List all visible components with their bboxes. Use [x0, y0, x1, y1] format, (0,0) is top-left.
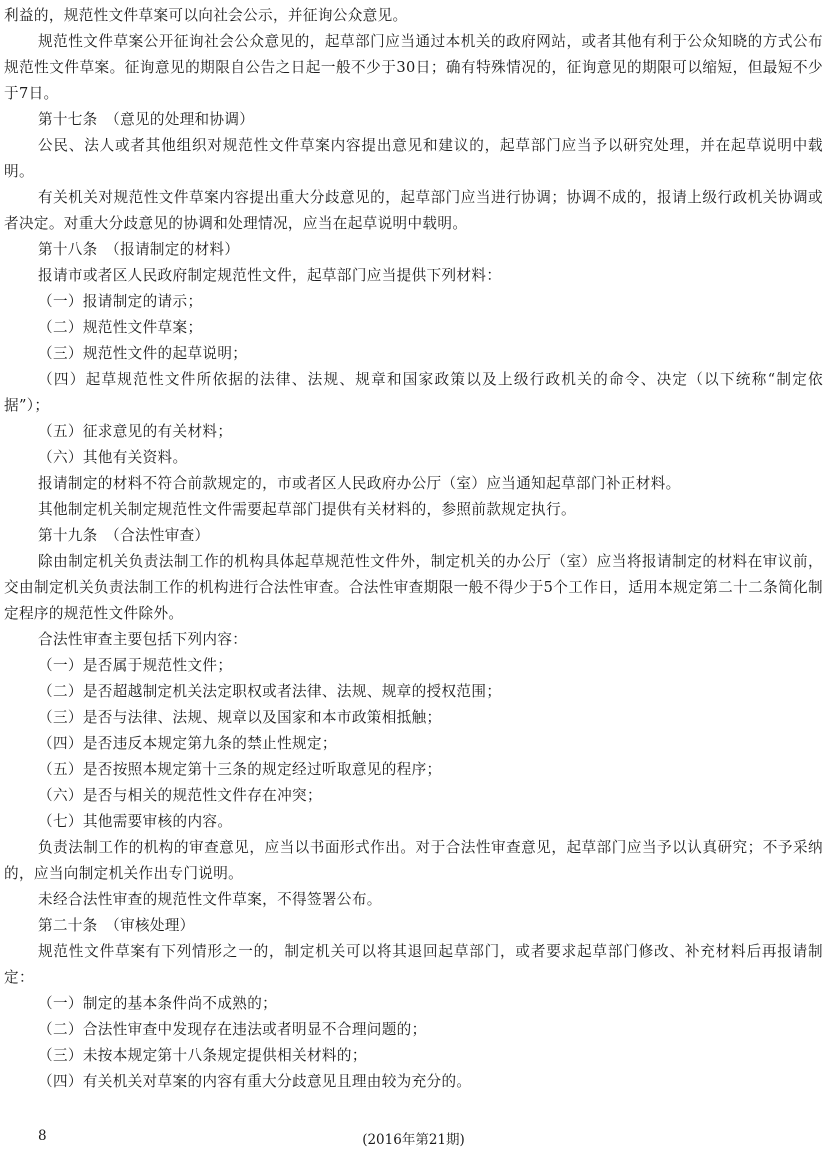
list-item: （三）是否与法律、法规、规章以及国家和本市政策相抵触； — [38, 709, 442, 726]
paragraph-dispute-coordination: 有关机关对规范性文件草案内容提出重大分歧意见的，起草部门应当进行协调；协调不成的，报请上级行政机关协调或者决定。对重大分歧意见的协调和处理情况，应当在起草说明中载明。 — [4, 189, 823, 232]
paragraph-legality-review: 除由制定机关负责法制工作的机构具体起草规范性文件外，制定机关的办公厅（室）应当将报请制定的材料在审议前，交由制定机关负责法制工作的机构进行合法性审查。合法性审查期限一般不得少于5个工作日，适用本规定第二十二条简化制定程序的规范性文件除外。 — [4, 553, 823, 622]
paragraph-supplement-materials: 报请制定的材料不符合前款规定的，市或者区人民政府办公厅（室）应当通知起草部门补正材料。 — [38, 475, 681, 492]
list-item: （四）是否违反本规定第九条的禁止性规定； — [38, 735, 337, 752]
list-item: （七）其他需要审核的内容。 — [38, 813, 233, 830]
paragraph-other-agencies: 其他制定机关制定规范性文件需要起草部门提供有关材料的，参照前款规定执行。 — [38, 501, 576, 518]
list-item: （四）有关机关对草案的内容有重大分歧意见且理由较为充分的。 — [38, 1073, 472, 1090]
article-17-heading: 第十七条 （意见的处理和协调） — [38, 111, 255, 128]
list-item: （二）规范性文件草案； — [38, 319, 203, 336]
article-18-heading: 第十八条 （报请制定的材料） — [38, 241, 240, 258]
article-19-heading: 第十九条 （合法性审查） — [38, 527, 210, 544]
list-item: （一）是否属于规范性文件； — [38, 657, 233, 674]
list-item: （三）未按本规定第十八条规定提供相关材料的； — [38, 1047, 367, 1064]
paragraph-required-materials: 报请市或者区人民政府制定规范性文件，起草部门应当提供下列材料： — [38, 267, 502, 284]
paragraph-no-signing: 未经合法性审查的规范性文件草案，不得签署公布。 — [38, 891, 382, 908]
list-item: （一）制定的基本条件尚不成熟的； — [38, 995, 278, 1012]
list-item: （一）报请制定的请示； — [38, 293, 203, 310]
article-20-heading: 第二十条 （审核处理） — [38, 917, 195, 934]
page-number: 8 — [38, 1128, 47, 1144]
list-item: （五）征求意见的有关材料； — [38, 423, 233, 440]
issue-label: (2016年第21期) — [362, 1132, 465, 1148]
list-item: （五）是否按照本规定第十三条的规定经过听取意见的程序； — [38, 761, 442, 778]
page-footer — [0, 1128, 827, 1152]
document-body — [4, 3, 823, 1095]
paragraph-review-contents: 合法性审查主要包括下列内容： — [38, 631, 248, 648]
paragraph-public-consultation: 规范性文件草案公开征询社会公众意见的，起草部门应当通过本机关的政府网站，或者其他有利于公众知晓的方式公布规范性文件草案。征询意见的期限自公告之日起一般不少于30日；确有特殊情况的，征询意见的期限可以缩短，但最短不少于7日。 — [4, 33, 823, 102]
paragraph-written-opinion: 负责法制工作的机构的审查意见，应当以书面形式作出。对于合法性审查意见，起草部门应当予以认真研究；不予采纳的，应当向制定机关作出专门说明。 — [4, 839, 823, 882]
list-item: （六）其他有关资料。 — [38, 449, 188, 466]
list-item: （二）合法性审查中发现存在违法或者明显不合理问题的； — [38, 1021, 427, 1038]
list-item: （六）是否与相关的规范性文件存在冲突； — [38, 787, 322, 804]
paragraph-continuation: 利益的，规范性文件草案可以向社会公示，并征询公众意见。 — [4, 7, 408, 24]
list-item: （二）是否超越制定机关法定职权或者法律、法规、规章的授权范围； — [38, 683, 502, 700]
paragraph-return-draft: 规范性文件草案有下列情形之一的，制定机关可以将其退回起草部门，或者要求起草部门修改、补充材料后再报请制定： — [4, 943, 823, 986]
list-item: （三）规范性文件的起草说明； — [38, 345, 248, 362]
paragraph-opinion-handling: 公民、法人或者其他组织对规范性文件草案内容提出意见和建议的，起草部门应当予以研究处理，并在起草说明中载明。 — [4, 137, 823, 180]
list-item: （四）起草规范性文件所依据的法律、法规、规章和国家政策以及上级行政机关的命令、决定（以下统称“制定依据”）； — [4, 371, 823, 414]
